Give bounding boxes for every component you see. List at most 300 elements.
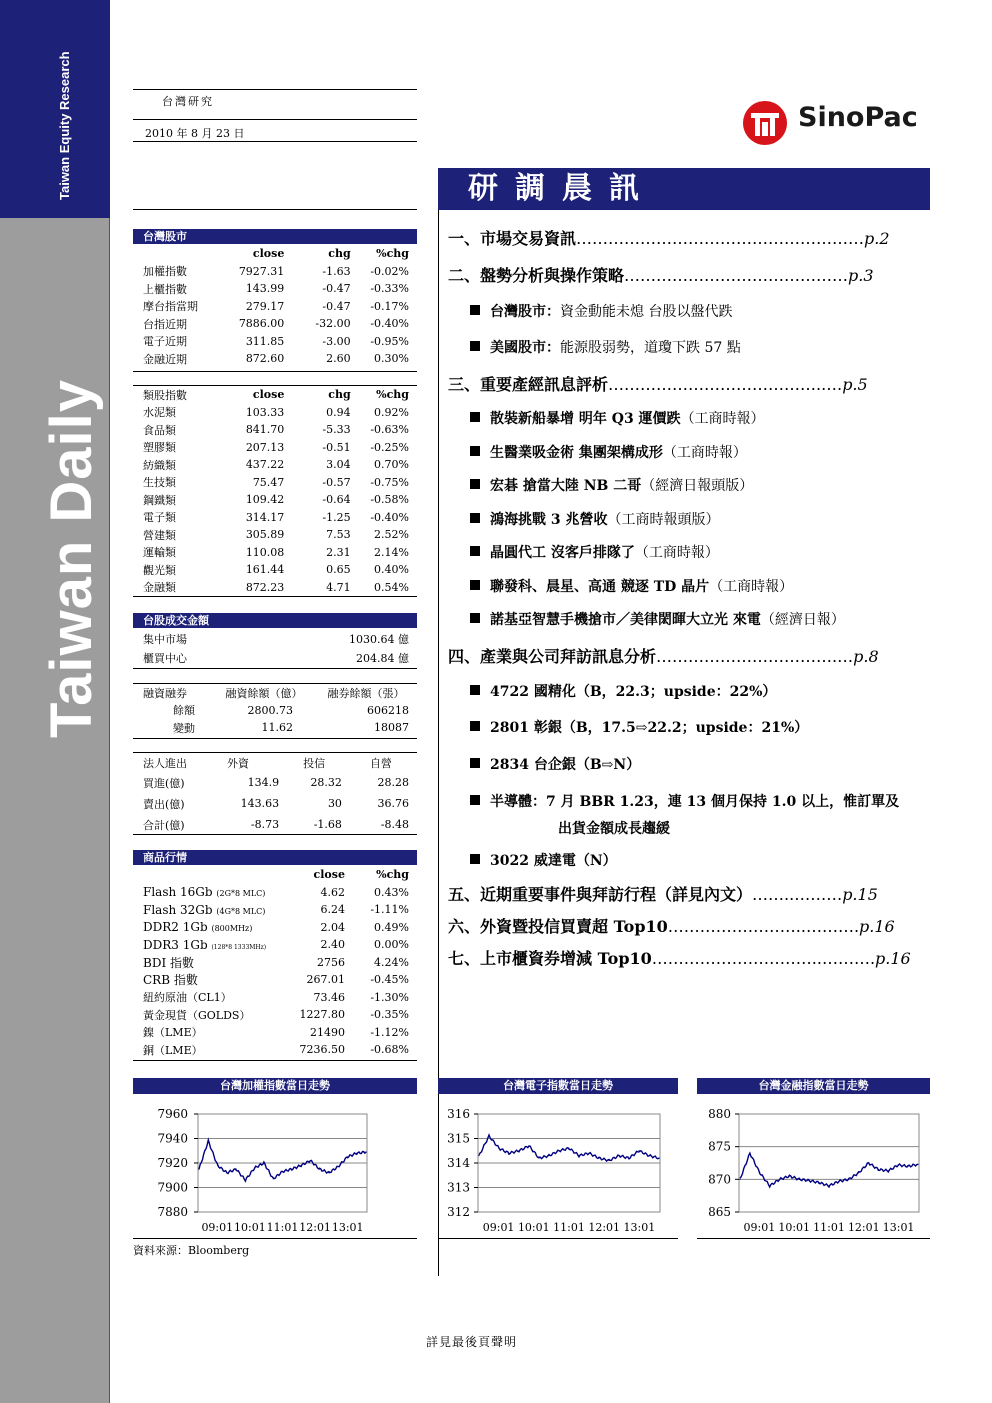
divider — [133, 209, 417, 210]
series-line — [740, 1153, 918, 1187]
pct-cell: -0.63% — [370, 423, 409, 437]
row-label: 銅（LME） — [143, 1043, 203, 1057]
data-point — [508, 1153, 509, 1154]
pct-cell: -0.02% — [370, 264, 409, 278]
close-cell: 841.70 — [245, 423, 285, 437]
column-header: %chg — [376, 388, 409, 402]
column-header: chg — [328, 388, 351, 402]
y-tick-label: 314 — [447, 1156, 470, 1170]
row-label: 水泥類 — [143, 406, 176, 420]
y-tick-label: 870 — [708, 1172, 731, 1187]
column-header — [133, 245, 226, 263]
x-tick-label: 10:01 — [234, 1221, 266, 1234]
data-point — [618, 1155, 619, 1156]
divider — [133, 1238, 417, 1239]
table-row — [133, 989, 417, 1007]
toc-news-item[interactable]: 生醫業吸金術 集團架構成形（工商時報） — [470, 442, 747, 462]
column-header — [133, 866, 283, 884]
data-point — [198, 1169, 199, 1170]
row-label: Flash 32Gb — [143, 902, 213, 917]
data-point — [478, 1155, 479, 1156]
table-row — [133, 793, 417, 814]
data-point — [878, 1169, 879, 1170]
data-point — [498, 1148, 499, 1149]
fin-chart-title: 台灣金融指數當日走勢 — [697, 1078, 930, 1094]
value-cell: 36.76 — [377, 797, 409, 810]
table-header-row — [133, 866, 417, 884]
report-date: 2010 年 8 月 23 日 — [145, 127, 245, 140]
toc-news-item[interactable]: 晶圓代工 沒客戶排隊了（工商時報） — [470, 542, 719, 562]
table-row — [133, 579, 417, 597]
row-label: 生技類 — [143, 476, 176, 490]
row-label: 鎳（LME） — [143, 1026, 203, 1040]
data-point — [789, 1175, 790, 1176]
row-label: 營建類 — [143, 528, 176, 542]
y-tick-label: 865 — [708, 1205, 731, 1219]
value-cell: 606218 — [367, 703, 409, 717]
commodities-header: 商品行情 — [133, 850, 417, 865]
value-cell: -1.68 — [313, 818, 342, 831]
elec-chart-title: 台灣電子指數當日走勢 — [438, 1078, 678, 1094]
sector-table — [133, 386, 417, 596]
table-row — [133, 901, 417, 919]
bullet-icon — [470, 546, 480, 556]
pct-cell: 4.24% — [374, 955, 409, 969]
taiex-chart-title: 台灣加權指數當日走勢 — [133, 1078, 417, 1094]
table-header-row — [133, 753, 417, 772]
table-row — [133, 509, 417, 527]
row-label: 鋼鐵類 — [143, 493, 176, 507]
divider — [133, 596, 417, 597]
chg-cell: -0.47 — [322, 282, 351, 296]
table-row — [133, 544, 417, 562]
elec-chart — [438, 1094, 678, 1242]
tw-market-table — [133, 245, 417, 368]
toc-news-item[interactable]: 諾基亞智慧手機搶市／美律閎暉大立光 來電（經濟日報） — [470, 609, 845, 629]
y-tick-label: 313 — [447, 1180, 470, 1195]
x-tick-label: 13:01 — [882, 1221, 915, 1234]
pct-cell: -0.45% — [370, 973, 409, 987]
data-point — [236, 1169, 237, 1170]
commodities-table — [133, 866, 417, 1059]
divider — [697, 1238, 930, 1239]
table-row — [133, 814, 417, 835]
x-tick-label: 09:01 — [743, 1221, 776, 1234]
divider — [133, 371, 417, 372]
data-point — [858, 1172, 859, 1173]
close-cell: 161.44 — [245, 563, 285, 577]
table-row — [133, 280, 417, 298]
toc-section-6[interactable]: 六、外資暨投信買賣超 Top10……………………..……….p.16 — [448, 917, 895, 936]
table-row — [133, 954, 417, 972]
sidebar — [0, 0, 110, 1403]
data-point — [356, 1153, 357, 1154]
pct-cell: -0.75% — [370, 475, 409, 489]
pct-cell: -0.33% — [370, 282, 409, 296]
value-cell: 28.32 — [310, 776, 342, 789]
data-point — [638, 1150, 639, 1151]
row-label: 上櫃指數 — [143, 282, 187, 296]
divider — [133, 119, 417, 120]
y-tick-label: 316 — [447, 1107, 470, 1121]
column-header: 投信 — [303, 756, 326, 770]
table-row — [133, 350, 417, 368]
bullet-icon — [470, 795, 480, 805]
close-cell: 7927.31 — [238, 264, 285, 278]
x-tick-label: 12:01 — [847, 1221, 880, 1234]
row-label: 紡織類 — [143, 458, 176, 472]
bullet-icon — [470, 721, 480, 731]
row-label: 合計(億) — [143, 818, 185, 832]
chg-cell: -32.00 — [315, 317, 351, 331]
chg-cell: -0.64 — [322, 493, 351, 507]
row-label: 運輸類 — [143, 546, 176, 560]
x-tick-label: 13:01 — [331, 1221, 364, 1234]
y-tick-label: 7880 — [157, 1205, 188, 1219]
row-label: BDI 指數 — [143, 955, 194, 970]
close-cell: 2.04 — [320, 920, 345, 934]
data-source: 資料來源：Bloomberg — [133, 1244, 250, 1257]
divider — [133, 668, 417, 669]
row-label: DDR2 1Gb — [143, 920, 208, 935]
bullet-icon — [470, 580, 480, 590]
divider — [133, 1060, 417, 1061]
pct-cell: 2.52% — [374, 528, 409, 542]
data-point — [568, 1148, 569, 1149]
toc-company-item[interactable]: 半導體：7 月 BBR 1.23，連 13 個月保持 1.0 以上，惟訂單及 — [470, 791, 899, 811]
column-header: close — [313, 868, 345, 882]
table-row — [133, 1006, 417, 1024]
data-point — [365, 1151, 366, 1152]
column-header: 類股指數 — [143, 388, 187, 402]
pct-cell: -0.40% — [370, 510, 409, 524]
pct-cell: 0.70% — [374, 458, 409, 472]
plot-area — [739, 1114, 919, 1212]
close-cell: 103.33 — [245, 405, 285, 419]
data-point — [908, 1166, 909, 1167]
toc-item-us-market[interactable]: 美國股市：能源股弱勢，道瓊下跌 57 點 — [470, 337, 741, 357]
row-label: 金融類 — [143, 581, 176, 595]
institutional-table — [133, 753, 417, 835]
divider — [438, 1238, 678, 1239]
data-point — [658, 1158, 659, 1159]
x-tick-label: 13:01 — [623, 1221, 656, 1234]
chg-cell: 4.71 — [326, 580, 351, 594]
margin-table — [133, 684, 417, 737]
row-label: 金融近期 — [143, 352, 187, 366]
column-header: 融券餘額（張） — [327, 686, 405, 700]
table-row — [133, 421, 417, 439]
close-cell: 267.01 — [306, 973, 345, 987]
chg-cell: 0.65 — [326, 563, 351, 577]
row-label: 加權指數 — [143, 265, 187, 279]
table-row — [133, 263, 417, 281]
toc-company-item[interactable]: 2834 台企銀（B⇨N） — [470, 754, 640, 774]
data-point — [263, 1162, 264, 1163]
row-label-note: (2G*8 MLC) — [216, 889, 266, 899]
table-header-row — [133, 684, 417, 702]
data-point — [749, 1153, 750, 1154]
data-point — [300, 1165, 301, 1166]
x-tick-label: 12:01 — [588, 1221, 621, 1234]
row-label: CRB 指數 — [143, 973, 198, 988]
data-point — [799, 1179, 800, 1180]
row-label: 變動 — [173, 721, 195, 735]
department-label: 台灣研究 — [162, 95, 214, 108]
value-cell: 11.62 — [261, 721, 293, 735]
row-label: 紐約原油（CL1） — [143, 991, 232, 1005]
data-point — [628, 1158, 629, 1159]
sinopac-logo-icon — [742, 100, 788, 146]
pct-cell: -0.68% — [370, 1043, 409, 1057]
value-cell: 2800.73 — [247, 703, 293, 717]
y-tick-label: 7900 — [157, 1180, 188, 1195]
table-row — [133, 561, 417, 579]
row-label-note: (128*8 1333MHz) — [211, 943, 267, 951]
data-point — [226, 1172, 227, 1173]
data-point — [868, 1162, 869, 1163]
data-point — [819, 1182, 820, 1183]
chg-cell: -1.63 — [322, 264, 351, 278]
divider — [133, 834, 417, 835]
bullet-icon — [470, 685, 480, 695]
row-label: DDR3 1Gb — [143, 937, 208, 952]
table-row — [133, 333, 417, 351]
toc-company-item-continued[interactable]: 出貨金額成長趨緩 — [558, 821, 670, 837]
row-label: Flash 16Gb — [143, 885, 213, 900]
row-label-note: (4G*8 MLC) — [216, 906, 266, 916]
y-tick-label: 312 — [447, 1205, 470, 1219]
close-cell: 437.22 — [245, 458, 285, 472]
pct-cell: -1.30% — [370, 990, 409, 1004]
data-point — [838, 1181, 839, 1182]
bullet-icon — [470, 305, 480, 315]
close-cell: 73.46 — [313, 990, 345, 1004]
table-row — [133, 456, 417, 474]
bullet-icon — [470, 854, 480, 864]
table-row — [133, 648, 417, 667]
data-point — [338, 1166, 339, 1167]
bullet-icon — [470, 613, 480, 623]
x-tick-label: 10:01 — [778, 1221, 811, 1234]
data-point — [528, 1145, 529, 1146]
pct-cell: 0.92% — [374, 405, 409, 419]
close-cell: 311.85 — [245, 334, 285, 348]
table-row — [133, 772, 417, 793]
toc-news-item[interactable]: 宏碁 搶當大陸 NB 二哥（經濟日報頭版） — [470, 475, 753, 495]
row-label: 摩台指當期 — [143, 300, 198, 314]
close-cell: 21490 — [309, 1025, 345, 1039]
table-row — [133, 1024, 417, 1042]
row-label: 觀光類 — [143, 563, 176, 577]
tw-market-header: 台灣股市 — [133, 229, 417, 244]
pct-cell: 0.49% — [374, 920, 409, 934]
column-header: 法人進出 — [143, 756, 187, 770]
column-header: 融資餘額（億） — [225, 686, 303, 700]
data-point — [347, 1156, 348, 1157]
data-point — [319, 1169, 320, 1170]
research-label: Taiwan Equity Research — [57, 51, 72, 200]
close-cell: 109.42 — [245, 493, 285, 507]
column-header: chg — [328, 247, 351, 261]
data-point — [310, 1160, 311, 1161]
value-cell: 18087 — [374, 721, 409, 735]
data-point — [291, 1169, 292, 1170]
toc-section-2[interactable]: 二、盤勢分析與操作策略……………………………………p.3 — [448, 266, 874, 285]
bullet-icon — [470, 341, 480, 351]
row-label: 台指近期 — [143, 317, 187, 331]
table-row — [133, 474, 417, 492]
close-cell: 2.40 — [320, 938, 345, 952]
row-label-note: (800MHz) — [211, 924, 253, 934]
data-point — [548, 1155, 549, 1156]
bullet-icon — [470, 446, 480, 456]
data-point — [917, 1164, 918, 1165]
taiex-chart — [133, 1094, 417, 1242]
pct-cell: 0.40% — [374, 563, 409, 577]
close-cell: 7236.50 — [299, 1043, 345, 1057]
data-point — [809, 1180, 810, 1181]
pct-cell: -1.11% — [370, 903, 409, 917]
pct-cell: -0.25% — [370, 440, 409, 454]
data-point — [888, 1170, 889, 1171]
turnover-table — [133, 629, 417, 667]
data-point — [759, 1172, 760, 1173]
toc-company-item[interactable]: 4722 國精化（B，22.3；upside：22%） — [470, 681, 776, 701]
row-label: 買進(億) — [143, 776, 185, 790]
table-row — [133, 298, 417, 316]
value-cell: 28.28 — [377, 776, 409, 789]
x-tick-label: 12:01 — [299, 1221, 331, 1234]
pct-cell: -0.58% — [370, 493, 409, 507]
value-cell: 143.63 — [240, 797, 280, 810]
x-tick-label: 09:01 — [482, 1221, 515, 1234]
value-cell: -8.73 — [250, 818, 280, 831]
data-point — [648, 1155, 649, 1156]
taiex-chart-svg — [133, 1094, 417, 1242]
data-point — [488, 1135, 489, 1136]
data-point — [558, 1150, 559, 1151]
data-point — [208, 1140, 209, 1141]
data-point — [518, 1150, 519, 1151]
table-row — [133, 919, 417, 937]
column-header: close — [252, 388, 285, 402]
table-row — [133, 1041, 417, 1059]
close-cell: 207.13 — [245, 440, 285, 454]
report-title: 研調晨訊 — [438, 168, 930, 210]
table-row — [133, 439, 417, 457]
pct-cell: -0.40% — [370, 317, 409, 331]
chg-cell: -1.25 — [322, 510, 351, 524]
column-header: 外資 — [227, 756, 249, 770]
pct-cell: -0.17% — [370, 299, 409, 313]
x-tick-label: 11:01 — [813, 1221, 845, 1234]
table-row — [133, 936, 417, 954]
row-label: 櫃買中心 — [143, 651, 187, 665]
disclaimer-footer: 詳見最後頁聲明 — [426, 1335, 518, 1349]
data-point — [282, 1171, 283, 1172]
column-header: %chg — [376, 868, 409, 882]
x-tick-label: 11:01 — [553, 1221, 585, 1234]
data-point — [588, 1153, 589, 1154]
x-tick-label: 11:01 — [266, 1221, 299, 1234]
toc-news-item[interactable]: 散裝新船暴增 明年 Q3 運價跌（工商時報） — [470, 408, 765, 428]
bullet-icon — [470, 479, 480, 489]
data-point — [739, 1179, 740, 1180]
row-label: 黃金現貨（GOLDS） — [143, 1008, 251, 1022]
row-label: 塑膠類 — [143, 441, 176, 455]
column-header: close — [252, 247, 285, 261]
table-row — [133, 719, 417, 737]
turnover-header: 台股成交金額 — [133, 613, 417, 628]
toc-company-item[interactable]: 3022 威達電（N） — [470, 850, 617, 870]
table-row — [133, 629, 417, 648]
y-tick-label: 7940 — [157, 1131, 188, 1146]
row-label: 餘額 — [173, 704, 195, 718]
bullet-icon — [470, 513, 480, 523]
close-cell: 872.23 — [245, 580, 285, 594]
data-point — [828, 1185, 829, 1186]
chg-cell: -5.33 — [322, 423, 351, 437]
close-cell: 110.08 — [245, 545, 285, 559]
chg-cell: 2.60 — [326, 352, 351, 366]
toc-news-item[interactable]: 聯發科、晨星、高通 競逐 TD 晶片（工商時報） — [470, 576, 793, 596]
close-cell: 7886.00 — [238, 317, 285, 331]
y-tick-label: 880 — [708, 1107, 731, 1121]
data-point — [273, 1178, 274, 1179]
close-cell: 2756 — [316, 955, 345, 969]
close-cell: 279.17 — [245, 299, 285, 313]
bullet-icon — [470, 412, 480, 422]
logo-text: SinoPac — [798, 102, 918, 133]
toc-section-3[interactable]: 三、重要產經訊息評析…………………………………..…p.5 — [448, 375, 868, 394]
value-cell: 30 — [327, 797, 342, 810]
table-row — [133, 315, 417, 333]
table-row — [133, 404, 417, 422]
table-header-row — [133, 245, 417, 263]
x-tick-label: 10:01 — [517, 1221, 550, 1234]
chg-cell: -0.57 — [322, 475, 351, 489]
column-header: 自營 — [369, 756, 392, 770]
toc-section-4[interactable]: 四、產業與公司拜訪訊息分析…………………………….…p.8 — [448, 647, 879, 666]
close-cell: 6.24 — [320, 903, 345, 917]
y-tick-label: 7920 — [157, 1156, 188, 1170]
data-point — [328, 1172, 329, 1173]
toc-section-5[interactable]: 五、近期重要事件與拜訪行程（詳見內文）……..………p.15 — [448, 885, 878, 904]
close-cell: 305.89 — [245, 528, 285, 542]
toc-company-item[interactable]: 2801 彰銀（B，17.5⇨22.2；upside：21%） — [470, 717, 808, 737]
fin-chart — [697, 1094, 930, 1242]
column-header: 融資融券 — [143, 686, 187, 700]
y-tick-label: 315 — [447, 1131, 470, 1146]
bullet-icon — [470, 758, 480, 768]
value-cell: 134.9 — [247, 776, 280, 789]
close-cell: 4.62 — [320, 885, 345, 899]
table-row — [133, 702, 417, 720]
data-point — [578, 1155, 579, 1156]
toc-section-7[interactable]: 七、上市櫃資券增減 Top10…………………………..……….p.16 — [448, 949, 911, 968]
pct-cell: 0.30% — [374, 352, 409, 366]
toc-news-item[interactable]: 鴻海挑戰 3 兆營收（工商時報頭版） — [470, 509, 720, 529]
data-point — [848, 1179, 849, 1180]
toc-item-tw-market[interactable]: 台灣股市：資金動能未熄 台股以盤代跌 — [470, 301, 732, 321]
y-tick-label: 7960 — [157, 1107, 188, 1121]
row-label: 食品類 — [143, 423, 176, 437]
daily-title: Taiwan Daily — [39, 378, 104, 738]
data-point — [245, 1180, 246, 1181]
toc-section-1[interactable]: 一、市場交易資訊………………………………………………p.2 — [448, 229, 890, 248]
close-cell: 143.99 — [245, 282, 285, 296]
